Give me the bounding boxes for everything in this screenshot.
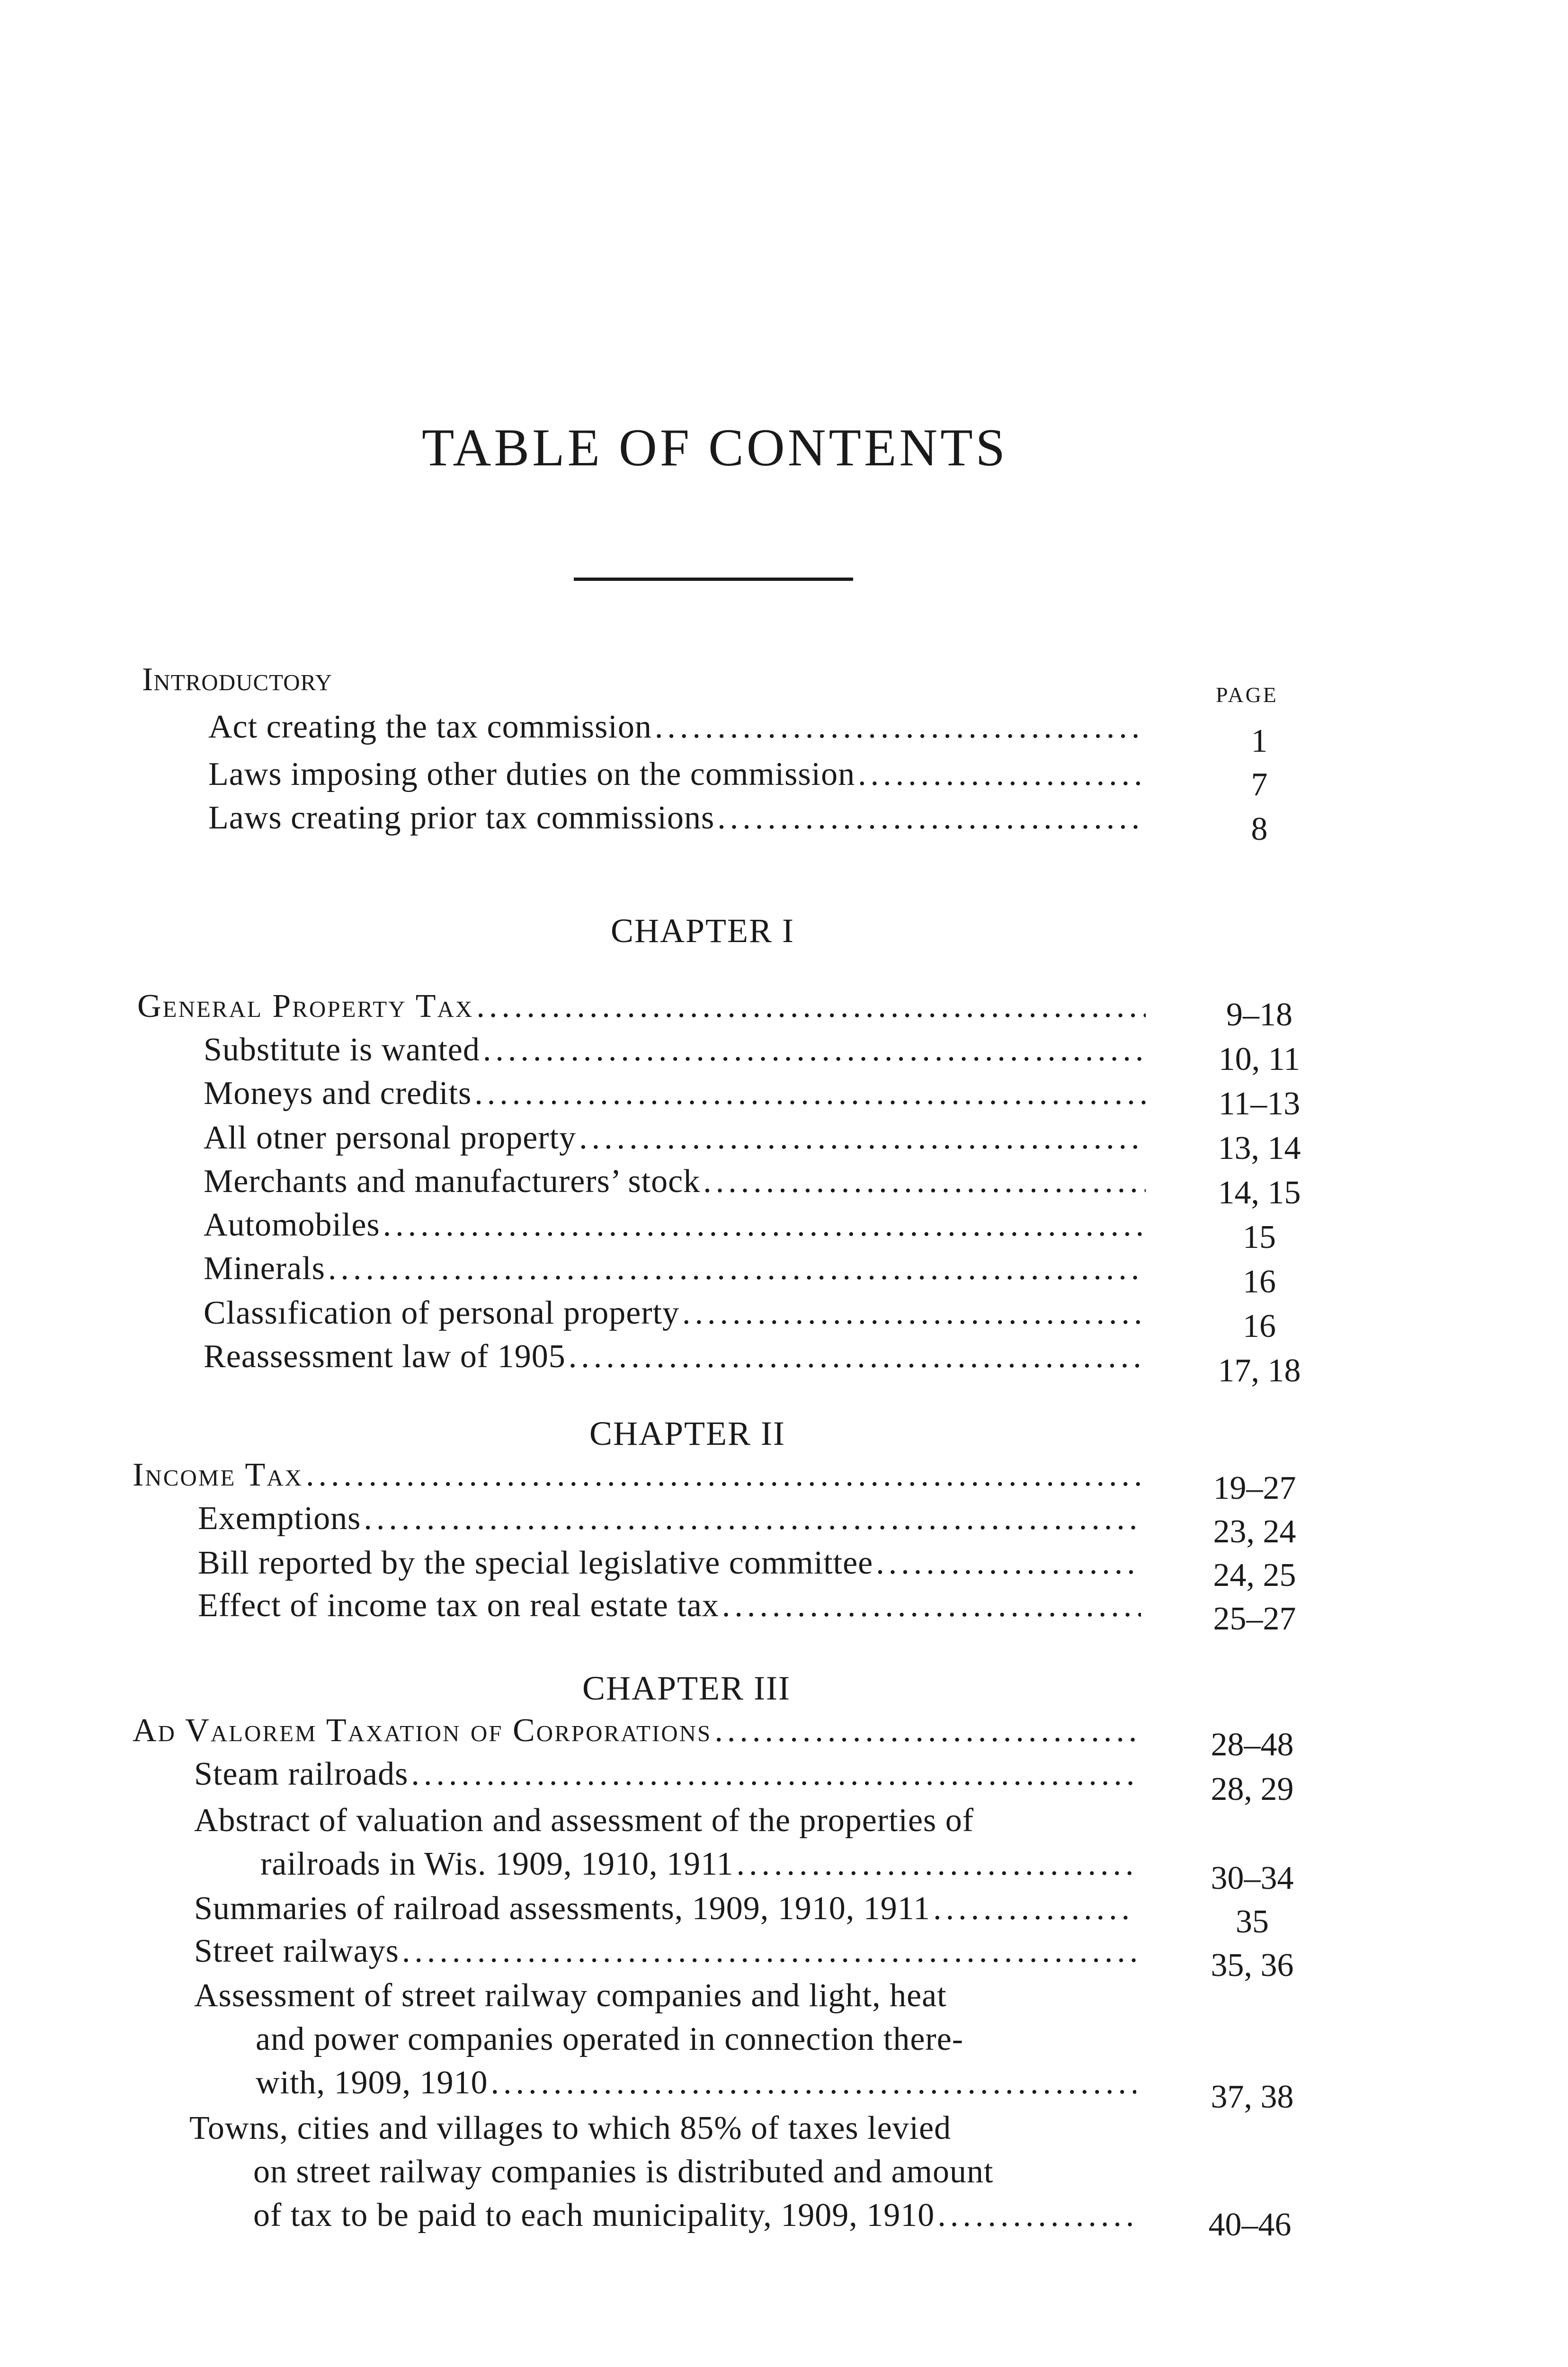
entry-page: 7 — [1251, 766, 1268, 803]
entry-page: 37, 38 — [1211, 2079, 1294, 2115]
entry-text: Laws imposing other duties on the commission — [208, 756, 855, 792]
chapter-label: CHAPTER I — [611, 912, 795, 950]
entry-page: 14, 15 — [1218, 1175, 1301, 1211]
leader-dots — [937, 2194, 1136, 2237]
leader-dots — [876, 1541, 1141, 1585]
leader-dots — [474, 1072, 1146, 1115]
toc-entry — [204, 1116, 1146, 1160]
leader-dots — [933, 1887, 1136, 1931]
toc-entry — [194, 1887, 1136, 1931]
leader-dots — [858, 753, 1146, 796]
leader-dots — [682, 1291, 1146, 1335]
entry-page: 17, 18 — [1218, 1353, 1301, 1389]
toc-entry — [208, 796, 1146, 840]
chapter-label: CHAPTER III — [582, 1669, 791, 1707]
toc-entry — [133, 1709, 1136, 1753]
toc-entry — [194, 1753, 1136, 1796]
entry-text: Minerals — [204, 1250, 325, 1287]
entry-text-continued: on street railway companies is distributed and amount — [253, 2153, 994, 2190]
toc-entry — [208, 753, 1146, 796]
entry-page: 19–27 — [1213, 1470, 1296, 1506]
entry-text: Merchants and manufacturers’ stock — [204, 1163, 701, 1200]
leader-dots — [411, 1753, 1136, 1796]
toc-entry — [208, 705, 1146, 749]
leader-dots — [655, 705, 1146, 749]
entry-text: Act creating the tax commission — [208, 709, 652, 745]
toc-entry — [198, 1584, 1141, 1628]
title-rule — [574, 578, 853, 581]
entry-page: 25–27 — [1213, 1601, 1296, 1637]
leader-dots — [703, 1160, 1146, 1203]
entry-page: 15 — [1243, 1219, 1276, 1255]
chapter-label: CHAPTER II — [589, 1415, 785, 1452]
chapter-heading-text: Ad Valorem Taxation of Corporations — [133, 1712, 712, 1749]
toc-entry — [194, 1799, 1136, 1886]
leader-dots — [328, 1247, 1146, 1290]
leader-dots — [476, 985, 1146, 1028]
entry-text: All otner personal property — [204, 1120, 577, 1156]
entry-text: Effect of income tax on real estate tax — [198, 1587, 719, 1624]
toc-entry — [204, 1028, 1146, 1072]
toc-entry — [189, 2107, 1136, 2237]
entry-page: 11–13 — [1218, 1086, 1301, 1122]
toc-entry — [204, 1247, 1146, 1290]
toc-entry — [133, 1453, 1141, 1497]
page-column-label: PAGE — [1216, 683, 1278, 707]
toc-entry — [194, 1930, 1136, 1973]
toc-entry — [204, 1335, 1146, 1379]
entry-text-continued: with, 1909, 1910 — [256, 2064, 488, 2101]
entry-text: Street railways — [194, 1933, 399, 1969]
leader-dots — [364, 1497, 1141, 1540]
toc-entry — [204, 1203, 1146, 1247]
entry-text: Bill reported by the special legislative committee — [198, 1545, 873, 1581]
entry-page: 35 — [1236, 1904, 1269, 1940]
section-heading-introductory: Introductory — [142, 661, 332, 698]
leader-dots — [306, 1453, 1141, 1497]
leader-dots — [569, 1335, 1146, 1379]
leader-dots — [714, 1709, 1136, 1753]
leader-dots — [736, 1842, 1136, 1886]
leader-dots — [383, 1203, 1146, 1247]
entry-page: 13, 14 — [1218, 1130, 1301, 1166]
entry-page: 16 — [1243, 1308, 1276, 1344]
toc-entry — [137, 985, 1146, 1028]
leader-dots — [402, 1930, 1136, 1973]
entry-text: Substitute is wanted — [204, 1032, 480, 1068]
entry-page: 10, 11 — [1218, 1041, 1301, 1077]
entry-text-continued: and power companies operated in connection there- — [256, 2021, 964, 2057]
entry-text: Laws creating prior tax commissions — [208, 800, 715, 836]
leader-dots — [490, 2061, 1136, 2105]
page-title: TABLE OF CONTENTS — [422, 418, 1008, 477]
entry-text: Towns, cities and villages to which 85% of taxes levied — [189, 2110, 952, 2146]
entry-page: 16 — [1243, 1264, 1276, 1300]
entry-page: 1 — [1251, 723, 1268, 759]
leader-dots — [579, 1116, 1146, 1160]
entry-text-continued: railroads in Wis. 1909, 1910, 1911 — [260, 1846, 734, 1882]
entry-page: 30–34 — [1211, 1860, 1294, 1896]
entry-page: 40–46 — [1208, 2207, 1292, 2243]
toc-entry — [194, 1974, 1136, 2105]
entry-text: Assessment of street railway companies and light, heat — [194, 1977, 947, 2014]
toc-entry — [198, 1541, 1141, 1585]
toc-entry — [204, 1160, 1146, 1203]
entry-text: Exemptions — [198, 1500, 361, 1537]
entry-text: Classıfication of personal property — [204, 1295, 680, 1331]
entry-text: Reassessment law of 1905 — [204, 1338, 566, 1375]
entry-text: Abstract of valuation and assessment of the properties of — [194, 1802, 974, 1839]
entry-text: Moneys and credits — [204, 1075, 472, 1112]
entry-page: 9–18 — [1226, 997, 1292, 1033]
chapter-heading-text: General Property Tax — [137, 988, 474, 1024]
entry-text: Steam railroads — [194, 1756, 409, 1792]
leader-dots — [722, 1584, 1141, 1628]
entry-text: Automobiles — [204, 1207, 380, 1243]
toc-entry — [204, 1072, 1146, 1115]
entry-page: 28–48 — [1211, 1726, 1294, 1763]
entry-page: 28, 29 — [1211, 1771, 1294, 1807]
entry-text-continued: of tax to be paid to each municipality, 1909, 1910 — [253, 2197, 935, 2234]
toc-entry — [204, 1291, 1146, 1335]
entry-page: 23, 24 — [1213, 1513, 1296, 1550]
entry-page: 35, 36 — [1211, 1947, 1294, 1984]
entry-text: Summaries of railroad assessments, 1909, 1910, 1911 — [194, 1890, 931, 1927]
leader-dots — [717, 796, 1146, 840]
entry-page: 24, 25 — [1213, 1557, 1296, 1593]
entry-page: 8 — [1251, 811, 1268, 847]
toc-entry — [198, 1497, 1141, 1540]
chapter-heading-text: Income Tax — [133, 1457, 303, 1493]
leader-dots — [483, 1028, 1146, 1072]
